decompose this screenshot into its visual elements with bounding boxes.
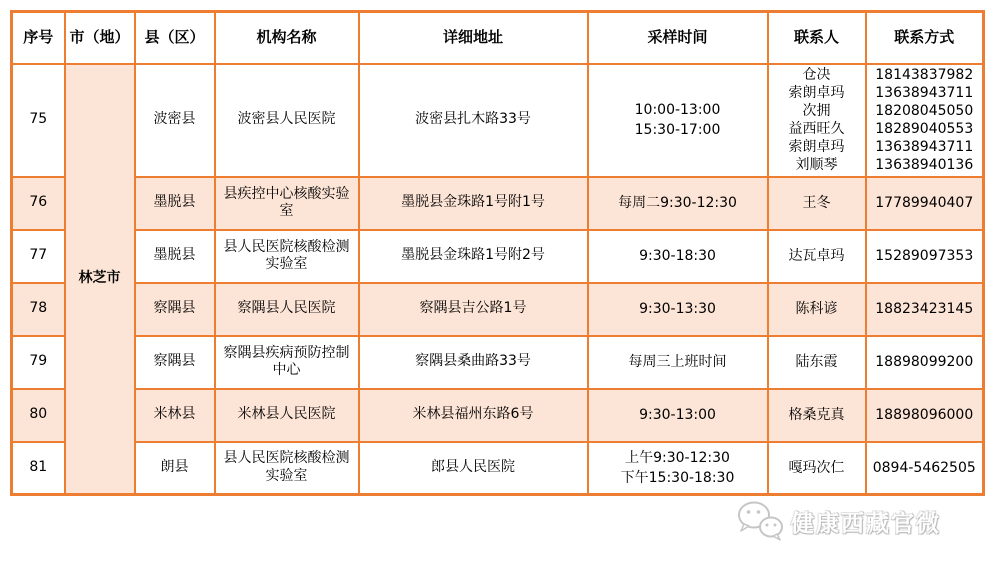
col-header-index: 序号 — [12, 12, 65, 64]
cell-org: 县疾控中心核酸实验室 — [215, 177, 359, 230]
cell-time: 9:30-13:00 — [588, 389, 768, 442]
cell-phone: 18823423145 — [866, 283, 984, 336]
sampling-sites-table — [10, 10, 985, 496]
cell-org: 县人民医院核酸检测实验室 — [215, 442, 359, 495]
cell-org: 波密县人民医院 — [215, 64, 359, 177]
table-row — [12, 283, 984, 336]
cell-index: 77 — [12, 230, 65, 283]
cell-index: 78 — [12, 283, 65, 336]
cell-county: 米林县 — [135, 389, 215, 442]
col-header-address: 详细地址 — [359, 12, 588, 64]
cell-time: 9:30-18:30 — [588, 230, 768, 283]
cell-phone: 18898096000 — [866, 389, 984, 442]
cell-contact: 嘎玛次仁 — [768, 442, 866, 495]
cell-contact: 王冬 — [768, 177, 866, 230]
watermark-text: 健康西藏官微 — [791, 510, 941, 537]
table-row — [12, 389, 984, 442]
cell-contact: 格桑克真 — [768, 389, 866, 442]
cell-phone: 18898099200 — [866, 336, 984, 389]
cell-address: 墨脱县金珠路1号附2号 — [359, 230, 588, 283]
cell-county: 察隅县 — [135, 336, 215, 389]
cell-contact: 仓决 索朗卓玛 次拥 益西旺久 索朗卓玛 刘顺琴 — [768, 64, 866, 177]
col-header-county: 县（区） — [135, 12, 215, 64]
cell-contact: 陈科谚 — [768, 283, 866, 336]
cell-time: 9:30-13:30 — [588, 283, 768, 336]
cell-contact: 陆东霞 — [768, 336, 866, 389]
col-header-city: 市（地） — [65, 12, 135, 64]
table-row — [12, 177, 984, 230]
cell-org: 察隅县疾病预防控制中心 — [215, 336, 359, 389]
cell-address: 察隅县桑曲路33号 — [359, 336, 588, 389]
table-header-row — [12, 12, 984, 64]
cell-phone: 0894-5462505 — [866, 442, 984, 495]
cell-address: 墨脱县金珠路1号附1号 — [359, 177, 588, 230]
cell-county: 察隅县 — [135, 283, 215, 336]
col-header-org: 机构名称 — [215, 12, 359, 64]
cell-index: 79 — [12, 336, 65, 389]
table-row — [12, 336, 984, 389]
cell-phone: 15289097353 — [866, 230, 984, 283]
table-row — [12, 64, 984, 177]
cell-city-merged: 林芝市 — [65, 64, 135, 495]
cell-address: 郎县人民医院 — [359, 442, 588, 495]
watermark — [735, 500, 941, 542]
cell-index: 76 — [12, 177, 65, 230]
cell-address: 察隅县吉公路1号 — [359, 283, 588, 336]
col-header-contact: 联系人 — [768, 12, 866, 64]
cell-county: 墨脱县 — [135, 177, 215, 230]
cell-index: 75 — [12, 64, 65, 177]
cell-org: 县人民医院核酸检测实验室 — [215, 230, 359, 283]
cell-time: 每周二9:30-12:30 — [588, 177, 768, 230]
table-body — [12, 64, 984, 495]
cell-time: 每周三上班时间 — [588, 336, 768, 389]
cell-time: 上午9:30-12:30 下午15:30-18:30 — [588, 442, 768, 495]
cell-index: 81 — [12, 442, 65, 495]
cell-org: 察隅县人民医院 — [215, 283, 359, 336]
cell-county: 波密县 — [135, 64, 215, 177]
cell-county: 朗县 — [135, 442, 215, 495]
wechat-icon — [735, 500, 785, 542]
table-row — [12, 230, 984, 283]
col-header-time: 采样时间 — [588, 12, 768, 64]
cell-contact: 达瓦卓玛 — [768, 230, 866, 283]
cell-county: 墨脱县 — [135, 230, 215, 283]
col-header-phone: 联系方式 — [866, 12, 984, 64]
cell-org: 米林县人民医院 — [215, 389, 359, 442]
cell-phone: 18143837982 13638943711 18208045050 18289040553 13638943711 13638940136 — [866, 64, 984, 177]
cell-time: 10:00-13:00 15:30-17:00 — [588, 64, 768, 177]
sampling-sites-table-wrap — [10, 10, 985, 496]
cell-index: 80 — [12, 389, 65, 442]
table-row — [12, 442, 984, 495]
cell-address: 米林县福州东路6号 — [359, 389, 588, 442]
cell-address: 波密县扎木路33号 — [359, 64, 588, 177]
cell-phone: 17789940407 — [866, 177, 984, 230]
